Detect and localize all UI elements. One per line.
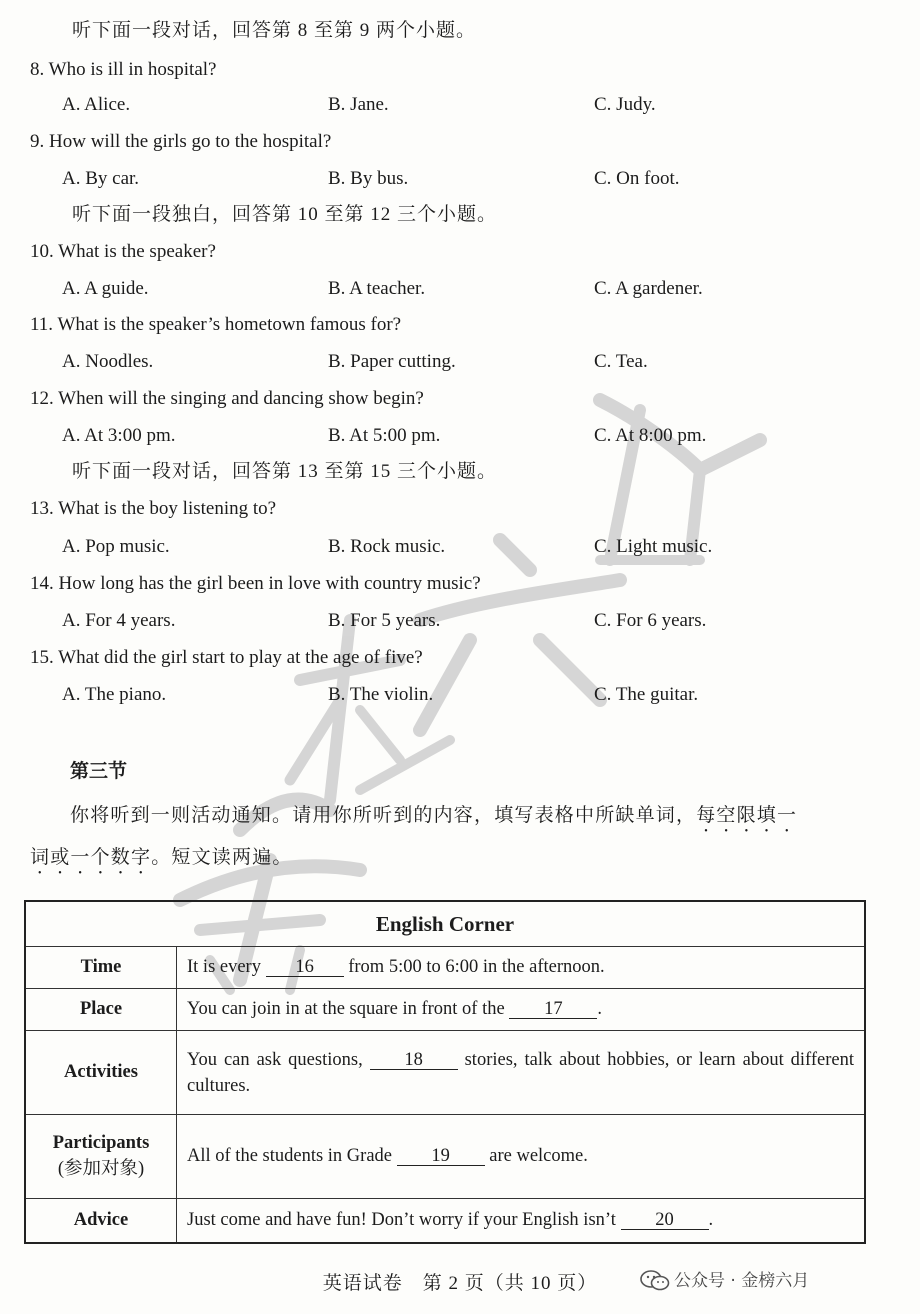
- option-9b: B. By bus.: [328, 168, 409, 189]
- option-11c: C. Tea.: [594, 351, 648, 372]
- table-title: English Corner: [25, 901, 865, 947]
- option-15c: C. The guitar.: [594, 684, 699, 705]
- row-label-activities: Activities: [25, 1031, 177, 1115]
- blank-20: 20: [621, 1211, 709, 1230]
- instruction-13-15: 听下面一段对话，回答第 13 至第 15 三个小题。: [72, 461, 498, 482]
- question-13: 13. What is the boy listening to?: [30, 498, 277, 519]
- option-12c: C. At 8:00 pm.: [594, 425, 707, 446]
- row-content-time: It is every 16 from 5:00 to 6:00 in the afternoon.: [177, 947, 866, 989]
- account-brand: [640, 1266, 809, 1292]
- row-content-advice: Just come and have fun! Don’t worry if your English isn’t 20 .: [177, 1199, 866, 1243]
- option-11b: B. Paper cutting.: [328, 351, 456, 372]
- row-content-activities: You can ask questions, 18 stories, talk about hobbies, or learn about different cultures.: [177, 1031, 866, 1115]
- option-14a: A. For 4 years.: [62, 610, 176, 631]
- table-title-row: [25, 901, 865, 947]
- brand-text: 公众号 · 金榜六月: [674, 1271, 810, 1291]
- option-9a: A. By car.: [62, 168, 140, 189]
- option-13c: C. Light music.: [594, 536, 713, 557]
- table-row-place: [25, 989, 865, 1031]
- question-15: 15. What did the girl start to play at the age of five?: [30, 647, 423, 668]
- question-8: 8. Who is ill in hospital?: [30, 59, 217, 80]
- option-15a: A. The piano.: [62, 684, 167, 705]
- option-14c: C. For 6 years.: [594, 610, 707, 631]
- blank-18: 18: [370, 1051, 458, 1070]
- question-14: 14. How long has the girl been in love with country music?: [30, 573, 481, 594]
- option-14b: B. For 5 years.: [328, 610, 441, 631]
- table-row-activities: [25, 1031, 865, 1115]
- row-label-place: Place: [25, 989, 177, 1031]
- option-15b: B. The violin.: [328, 684, 434, 705]
- option-12b: B. At 5:00 pm.: [328, 425, 441, 446]
- option-12a: A. At 3:00 pm.: [62, 425, 176, 446]
- page-footer: 英语试卷 第 2 页（共 10 页）: [322, 1273, 598, 1294]
- blank-16: 16: [266, 958, 344, 977]
- row-label-participants: Participants (参加对象): [25, 1115, 177, 1199]
- option-10b: B. A teacher.: [328, 278, 426, 299]
- emphasis-text-1: 每空限填一: [696, 805, 798, 826]
- question-10: 10. What is the speaker?: [30, 241, 216, 262]
- instruction-8-9: 听下面一段对话，回答第 8 至第 9 两个小题。: [72, 20, 477, 41]
- option-10a: A. A guide.: [62, 278, 149, 299]
- option-8c: C. Judy.: [594, 94, 656, 115]
- instruction-10-12: 听下面一段独白，回答第 10 至第 12 三个小题。: [72, 204, 498, 225]
- emphasis-text-2: 词或一个数字: [30, 847, 152, 868]
- option-13a: A. Pop music.: [62, 536, 170, 557]
- option-8a: A. Alice.: [62, 94, 131, 115]
- section-instruction-line2: 词或一个数字。短文读两遍。: [30, 847, 293, 868]
- blank-17: 17: [509, 1000, 597, 1019]
- option-9c: C. On foot.: [594, 168, 680, 189]
- option-10c: C. A gardener.: [594, 278, 703, 299]
- row-label-advice: Advice: [25, 1199, 177, 1243]
- english-corner-table: [24, 900, 866, 1244]
- question-12: 12. When will the singing and dancing show begin?: [30, 388, 424, 409]
- section-title: 第三节: [70, 761, 128, 782]
- blank-19: 19: [397, 1147, 485, 1166]
- question-11: 11. What is the speaker’s hometown famous for?: [30, 314, 402, 335]
- table-row-advice: [25, 1199, 865, 1243]
- question-9: 9. How will the girls go to the hospital?: [30, 131, 332, 152]
- row-content-place: You can join in at the square in front of the 17 .: [177, 989, 866, 1031]
- row-label-time: Time: [25, 947, 177, 989]
- option-13b: B. Rock music.: [328, 536, 446, 557]
- section-instruction-line1: 你将听到一则活动通知。请用你所听到的内容，填写表格中所缺单词，每空限填一: [70, 805, 798, 826]
- option-8b: B. Jane.: [328, 94, 389, 115]
- table-row-time: [25, 947, 865, 989]
- wechat-icon: [640, 1270, 670, 1292]
- option-11a: A. Noodles.: [62, 351, 154, 372]
- row-content-participants: All of the students in Grade 19 are welcome.: [177, 1115, 866, 1199]
- table-row-participants: [25, 1115, 865, 1199]
